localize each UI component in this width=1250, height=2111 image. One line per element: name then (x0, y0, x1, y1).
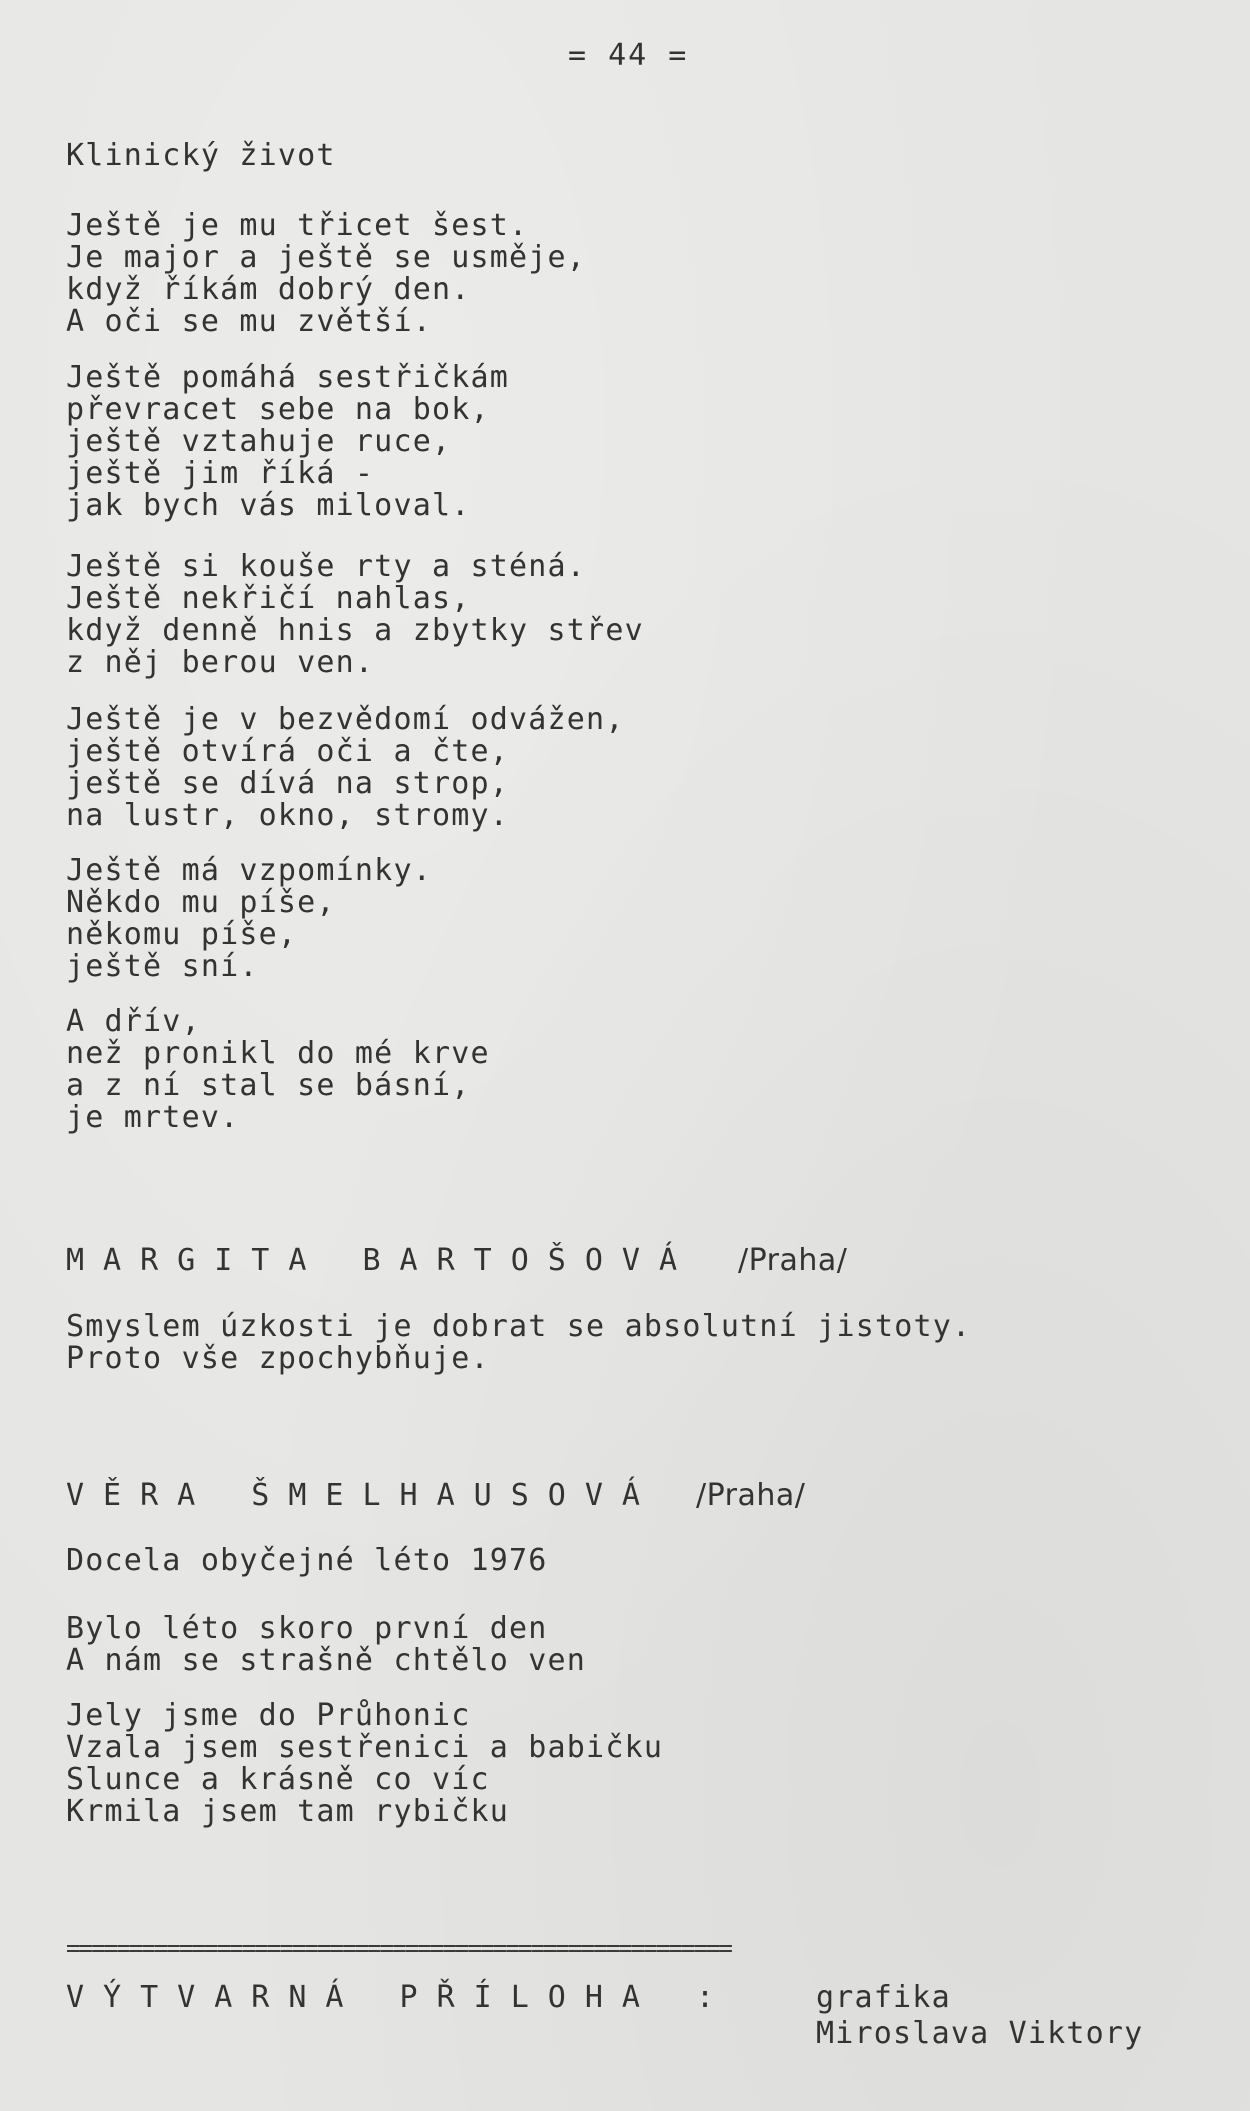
prose-line: Smyslem úzkosti je dobrat se absolutní jistoty. (66, 1309, 972, 1344)
poem-line: než pronikl do mé krve (66, 1036, 490, 1071)
author-name: MARGITA BARTOŠOVÁ (66, 1243, 697, 1278)
poem-line: Ještě má vzpomínky. (66, 853, 432, 888)
poem-line: převracet sebe na bok, (66, 392, 490, 427)
poem-title: Docela obyčejné léto 1976 (66, 1543, 548, 1578)
poem-line: A dřív, (66, 1004, 201, 1039)
poem-line: ještě jim říká - (66, 456, 375, 491)
poem-line: ještě sní. (66, 949, 259, 984)
poem-line: ještě vztahuje ruce, (66, 424, 452, 459)
poem-line: Někdo mu píše, (66, 885, 336, 920)
poem-line: Slunce a krásně co víc (66, 1762, 490, 1797)
poem-line: z něj berou ven. (66, 645, 375, 680)
poem-line: Krmila jsem tam rybičku (66, 1794, 510, 1829)
poem-line: Vzala jsem sestřenici a babičku (66, 1730, 664, 1765)
author-city: /Praha/ (696, 1478, 806, 1513)
poem-line: Je major a ještě se usměje, (66, 240, 587, 275)
poem-line: někomu píše, (66, 917, 298, 952)
poem-line: když denně hnis a zbytky střev (66, 613, 644, 648)
poem-title: Klinický život (66, 138, 336, 173)
author-name: VĚRA ŠMELHAUSOVÁ (66, 1478, 659, 1513)
poem-line: Jely jsme do Průhonic (66, 1698, 471, 1733)
author-city: /Praha/ (738, 1243, 848, 1278)
poem-line: A oči se mu zvětší. (66, 304, 432, 339)
page-number: = 44 = (568, 38, 689, 73)
prose-line: Proto vše zpochybňuje. (66, 1341, 490, 1376)
attachment-line: Miroslava Viktory (816, 2016, 1144, 2051)
attachment-label: VÝTVARNÁ PŘÍLOHA : (66, 1980, 734, 2015)
attachment-line: grafika (816, 1980, 951, 2015)
poem-line: A nám se strašně chtělo ven (66, 1643, 587, 1678)
poem-line: Ještě je mu třicet šest. (66, 208, 529, 243)
poem-line: na lustr, okno, stromy. (66, 798, 510, 833)
poem-line: Ještě nekřičí nahlas, (66, 581, 471, 616)
poem-line: Ještě je v bezvědomí odvážen, (66, 702, 625, 737)
poem-line: a z ní stal se básní, (66, 1068, 471, 1103)
poem-line: Ještě pomáhá sestřičkám (66, 360, 510, 395)
poem-line: Ještě si kouše rty a sténá. (66, 549, 587, 584)
poem-line: ještě se dívá na strop, (66, 766, 510, 801)
poem-line: jak bych vás miloval. (66, 488, 471, 523)
poem-line: když říkám dobrý den. (66, 272, 471, 307)
poem-line: Bylo léto skoro první den (66, 1611, 548, 1646)
poem-line: je mrtev. (66, 1100, 240, 1135)
separator-line: ===================================================== (66, 1934, 732, 1962)
poem-line: ještě otvírá oči a čte, (66, 734, 510, 769)
